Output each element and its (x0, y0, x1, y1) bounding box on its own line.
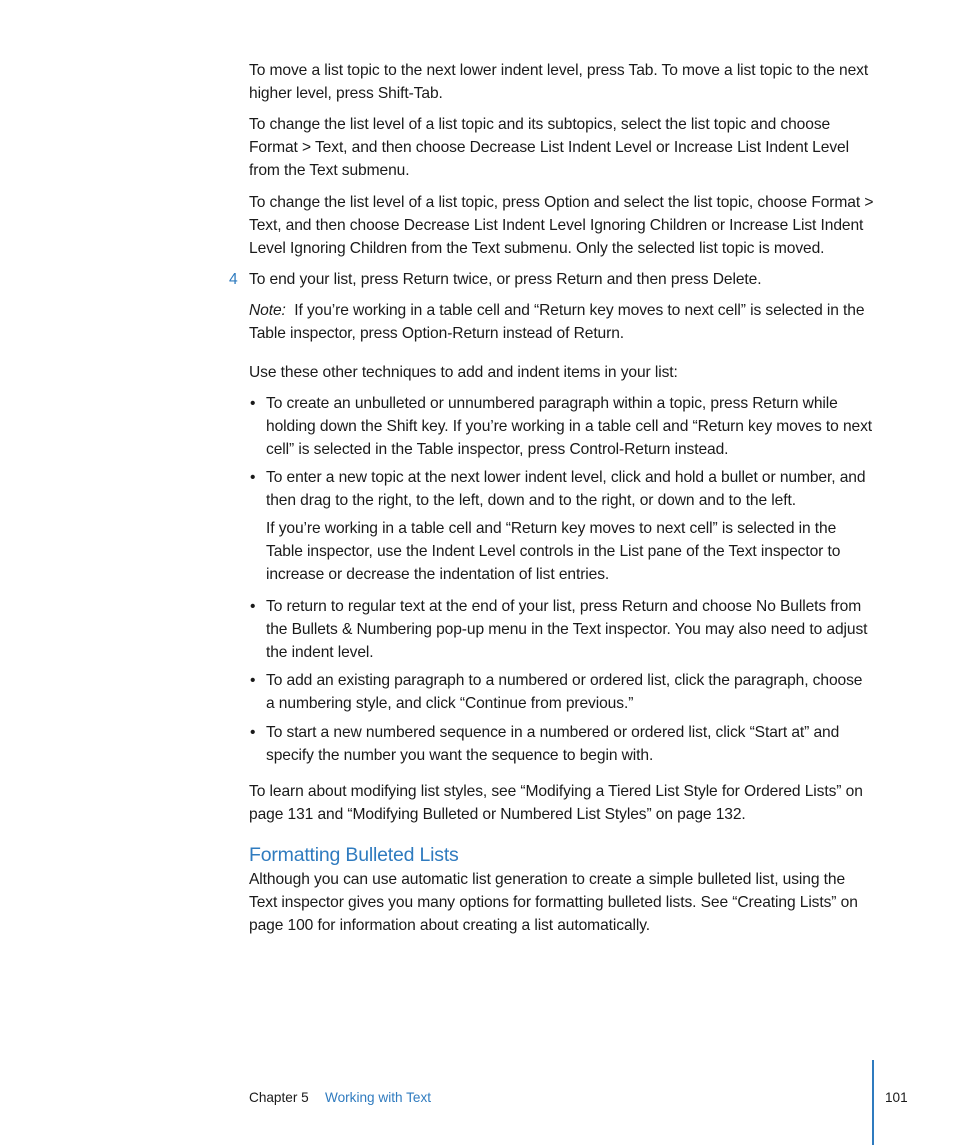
footer-chapter-title: Working with Text (325, 1090, 432, 1105)
list-item-text: To start a new numbered sequence in a numbered or ordered list, click “Start at” and specify the number you want the sequence to begin with. (266, 724, 840, 764)
step-number: 4 (229, 271, 238, 288)
step-4 (229, 268, 874, 291)
step-text: To end your list, press Return twice, or press Return and then press Delete. (249, 271, 762, 288)
page-content (229, 59, 874, 937)
list-item-continuation: If you’re working in a table cell and “Return key moves to next cell” is selected in the Table inspector, use the Indent Level controls in the List pane of the Text inspector to increase or decrease the indentation of list entries. (266, 520, 841, 583)
list-item (249, 721, 874, 767)
list-item (249, 466, 874, 512)
paragraph-change-level-subtopics: To change the list level of a list topic and its subtopics, select the list topic and choose Format > Text, and then choose Decrease List Indent Level or Increase List Indent Level from the Text submenu. (249, 116, 849, 179)
section-heading: Formatting Bulleted Lists (249, 844, 459, 866)
bullet-icon: • (250, 469, 256, 486)
bullet-icon: • (250, 598, 256, 615)
bullet-icon: • (250, 672, 256, 689)
section-body: Although you can use automatic list generation to create a simple bulleted list, using the Text inspector gives you many options for formatting bulleted lists. See “Creating Lists” on page 100 for information about creating a list automatically. (249, 871, 858, 934)
bullet-icon: • (250, 395, 256, 412)
list-item-text: To add an existing paragraph to a numbered or ordered list, click the paragraph, choose a numbering style, and click “Continue from previous.” (266, 672, 863, 712)
paragraph-move-level: To move a list topic to the next lower indent level, press Tab. To move a list topic to the next higher level, press Shift-Tab. (249, 62, 869, 102)
list-item-text: To create an unbulleted or unnumbered paragraph within a topic, press Return while holding down the Shift key. If you’re working in a table cell and “Return key moves to next cell” is selected in the Table inspector, press Control-Return instead. (266, 395, 873, 458)
techniques-intro: Use these other techniques to add and indent items in your list: (249, 364, 678, 381)
page-number: 101 (885, 1090, 908, 1105)
bullet-icon: • (250, 724, 256, 741)
learn-more-paragraph: To learn about modifying list styles, see “Modifying a Tiered List Style for Ordered Lists” on page 131 and “Modifying Bulleted or Numbered List Styles” on page 132. (249, 783, 863, 823)
list-item (249, 392, 874, 461)
note-text: If you’re working in a table cell and “Return key moves to next cell” is selected in the Table inspector, press Option-Return instead of Return. (249, 302, 865, 342)
note-paragraph (249, 299, 874, 345)
footer-divider (872, 1060, 874, 1145)
paragraph-change-level-only-topic: To change the list level of a list topic, press Option and select the list topic, choose Format > Text, and then choose Decrease List Indent Level Ignoring Children or Increase List Indent Level Ignoring Children from the Text submenu. Only the selected list topic is moved. (249, 194, 874, 257)
list-item (249, 669, 874, 715)
list-item (249, 595, 874, 664)
note-label: Note: (249, 302, 286, 319)
list-item-text: To return to regular text at the end of your list, press Return and choose No Bullets from the Bullets & Numbering pop-up menu in the Text inspector. You may also need to adjust the indent level. (266, 598, 868, 661)
list-item-text: To enter a new topic at the next lower indent level, click and hold a bullet or number, and then drag to the right, to the left, down and to the right, or down and to the left. (266, 469, 866, 509)
footer-chapter-label: Chapter 5 (249, 1090, 309, 1105)
